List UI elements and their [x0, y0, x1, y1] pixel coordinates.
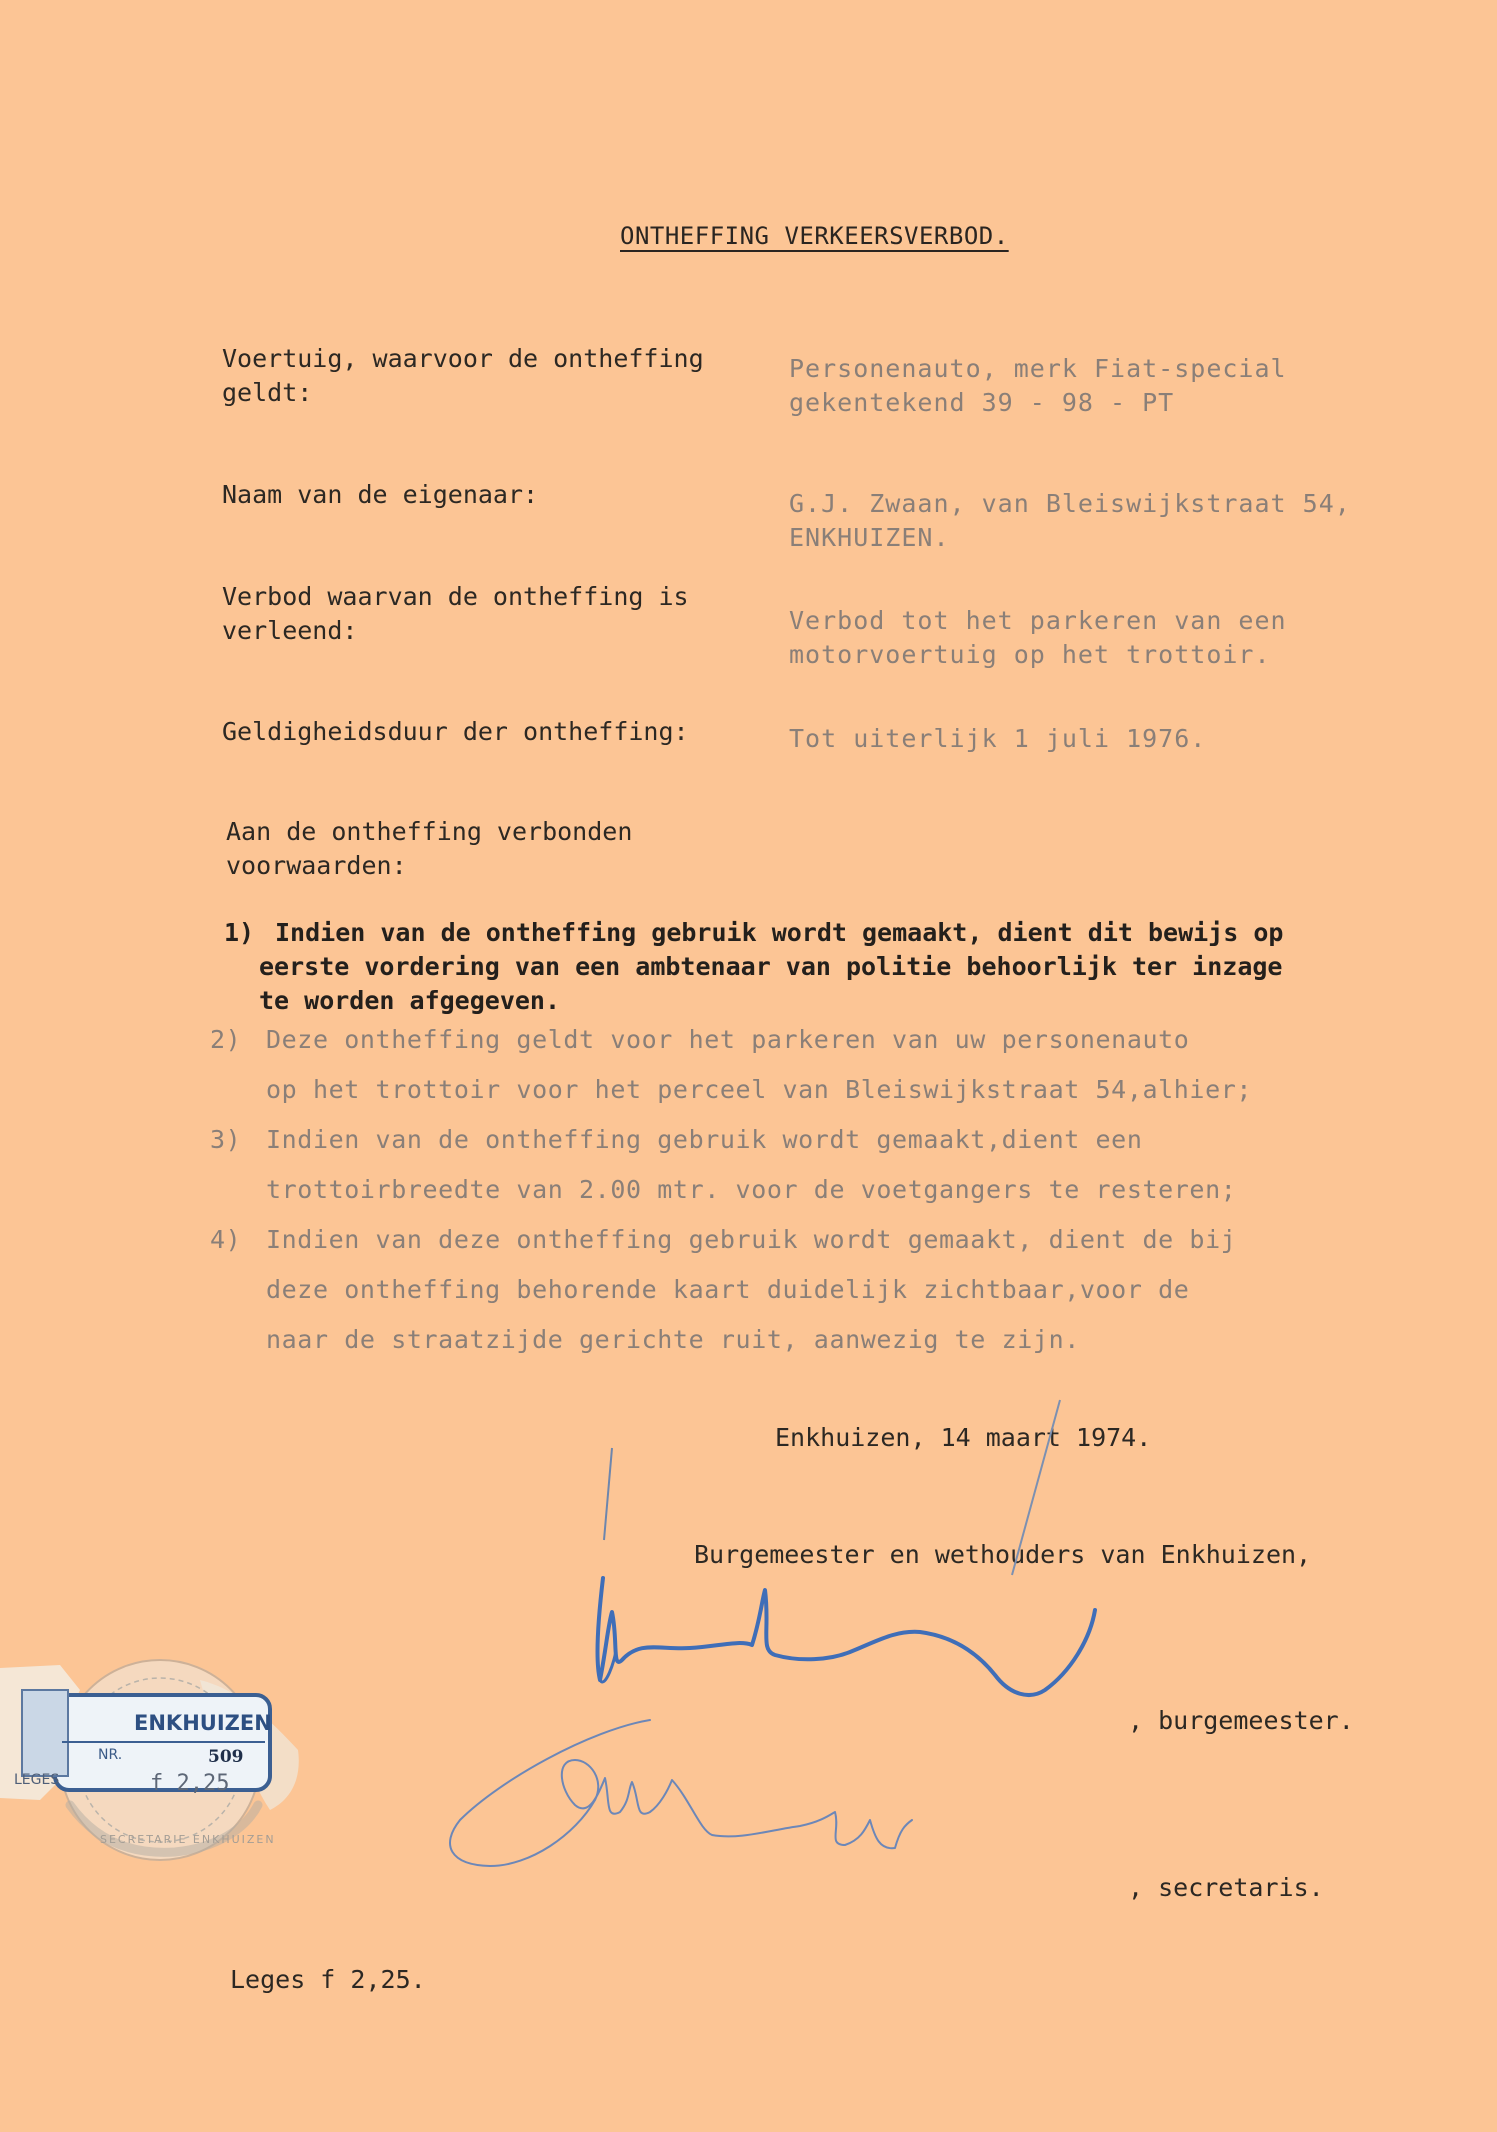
place-date: Enkhuizen, 14 maart 1974.: [775, 1423, 1152, 1452]
condition-1-line1: Indien van de ontheffing gebruik wordt gemaakt, dient dit bewijs op: [275, 918, 1284, 947]
condition-3-line2: trottoirbreedte van 2.00 mtr. voor de voetgangers te resteren;: [266, 1175, 1237, 1204]
field-vehicle-value-line2: gekentekend 39 - 98 - PT: [789, 388, 1175, 417]
stamp-side-panel: [22, 1690, 68, 1776]
field-prohibition-value-line1: Verbod tot het parkeren van een: [789, 606, 1287, 635]
stamp-ring-text: SECRETARIE ENKHUIZEN: [100, 1833, 276, 1846]
field-prohibition-label-line2: verleend:: [222, 616, 358, 645]
condition-4-line2: deze ontheffing behorende kaart duidelijk zichtbaar,voor de: [266, 1275, 1190, 1304]
field-owner-value-line2: ENKHUIZEN.: [789, 523, 950, 552]
condition-3-line1: Indien van de ontheffing gebruik wordt gemaakt,dient een: [266, 1125, 1143, 1154]
stamp-nr-label: NR.: [98, 1747, 123, 1763]
condition-2-line2: op het trottoir voor het perceel van Bleiswijkstraat 54,alhier;: [266, 1075, 1253, 1104]
condition-1-number: 1): [224, 918, 255, 947]
field-owner-value-line1: G.J. Zwaan, van Bleiswijkstraat 54,: [789, 489, 1351, 518]
field-prohibition-value-line2: motorvoertuig op het trottoir.: [789, 640, 1271, 669]
document-title: ONTHEFFING VERKEERSVERBOD.: [620, 222, 1009, 250]
condition-1-line3: te worden afgegeven.: [259, 986, 561, 1015]
condition-2-number: 2): [210, 1025, 242, 1054]
stamp-municipality: ENKHUIZEN: [134, 1711, 272, 1735]
condition-3-number: 3): [210, 1125, 242, 1154]
signatory-header: Burgemeester en wethouders van Enkhuizen,: [694, 1540, 1312, 1569]
condition-1-line2: eerste vordering van een ambtenaar van politie behoorlijk ter inzage: [259, 952, 1283, 981]
secretaris-label: , secretaris.: [1128, 1873, 1324, 1902]
stamp-leges-label: LEGES: [14, 1772, 60, 1788]
condition-4-line1: Indien van deze ontheffing gebruik wordt gemaakt, dient de bij: [266, 1225, 1237, 1254]
field-validity-label-line1: Geldigheidsduur der ontheffing:: [222, 717, 689, 746]
condition-2-line1: Deze ontheffing geldt voor het parkeren van uw personenauto: [266, 1025, 1190, 1054]
field-vehicle-label-line2: geldt:: [222, 378, 313, 407]
conditions-heading-line2: voorwaarden:: [226, 851, 407, 880]
condition-4-line3: naar de straatzijde gerichte ruit, aanwezig te zijn.: [266, 1325, 1080, 1354]
conditions-heading-line1: Aan de ontheffing verbonden: [226, 817, 633, 846]
stamp-amount: f 2,25: [150, 1771, 230, 1796]
field-vehicle-value-line1: Personenauto, merk Fiat-special: [789, 354, 1287, 383]
field-owner-label-line1: Naam van de eigenaar:: [222, 480, 539, 509]
condition-4-number: 4): [210, 1225, 242, 1254]
field-prohibition-label-line1: Verbod waarvan de ontheffing is: [222, 582, 689, 611]
fee-text: Leges f 2,25.: [230, 1965, 426, 1994]
stamp-number: 509: [208, 1747, 244, 1767]
field-validity-value-line1: Tot uiterlijk 1 juli 1976.: [789, 724, 1207, 753]
field-vehicle-label-line1: Voertuig, waarvoor de ontheffing: [222, 344, 704, 373]
burgemeester-label: , burgemeester.: [1128, 1706, 1354, 1735]
